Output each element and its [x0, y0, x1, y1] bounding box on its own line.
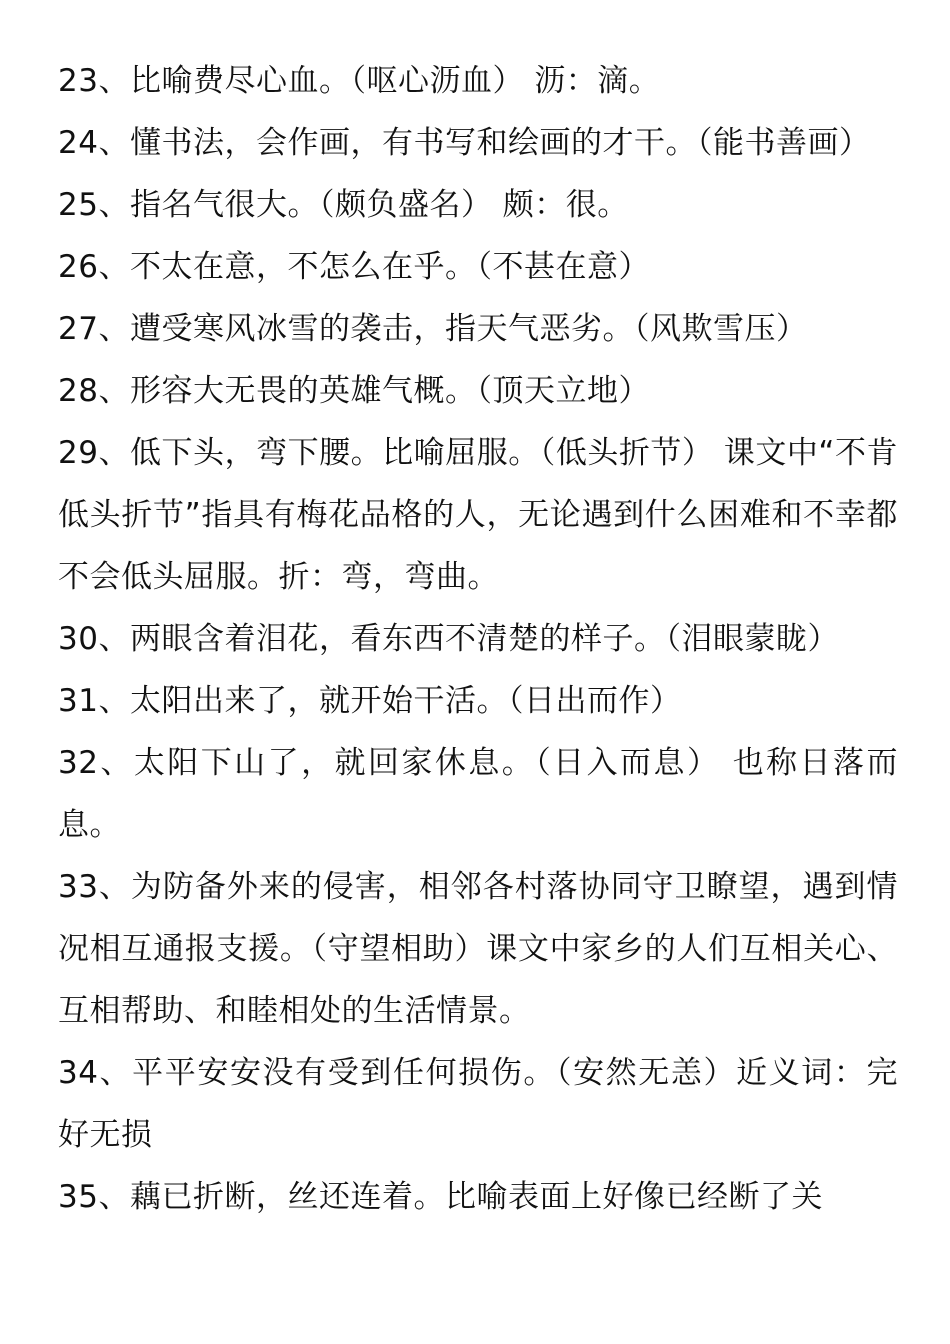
document-page [58, 50, 898, 1228]
entry-27: 27、遭受寒风冰雪的袭击，指天气恶劣。（风欺雪压） [58, 311, 808, 347]
entry-32: 32、太阳下山了，就回家休息。（日入而息） 也称日落而息。 [58, 745, 898, 843]
entry-35: 35、藕已折断，丝还连着。比喻表面上好像已经断了关 [58, 1179, 823, 1215]
entry-25: 25、指名气很大。（颇负盛名） 颇：很。 [58, 187, 629, 223]
entry-30: 30、两眼含着泪花，看东西不清楚的样子。（泪眼蒙眬） [58, 621, 839, 657]
entry-34: 34、平平安安没有受到任何损伤。（安然无恙）近义词：完好无损 [58, 1055, 898, 1153]
entry-33: 33、为防备外来的侵害，相邻各村落协同守卫瞭望，遇到情况相互通报支援。（守望相助）课文中家乡的人们互相关心、互相帮助、和睦相处的生活情景。 [58, 869, 898, 1029]
entry-24: 24、懂书法，会作画，有书写和绘画的才干。（能书善画） [58, 125, 871, 161]
entry-28: 28、形容大无畏的英雄气概。（顶天立地） [58, 373, 650, 409]
entry-29: 29、低下头，弯下腰。比喻屈服。（低头折节） 课文中“不肯低头折节”指具有梅花品格的人，无论遇到什么困难和不幸都不会低头屈服。折：弯，弯曲。 [58, 435, 898, 595]
entry-23: 23、比喻费尽心血。（呕心沥血） 沥：滴。 [58, 63, 661, 99]
entry-31: 31、太阳出来了，就开始干活。（日出而作） [58, 683, 682, 719]
entry-26: 26、不太在意，不怎么在乎。（不甚在意） [58, 249, 650, 285]
